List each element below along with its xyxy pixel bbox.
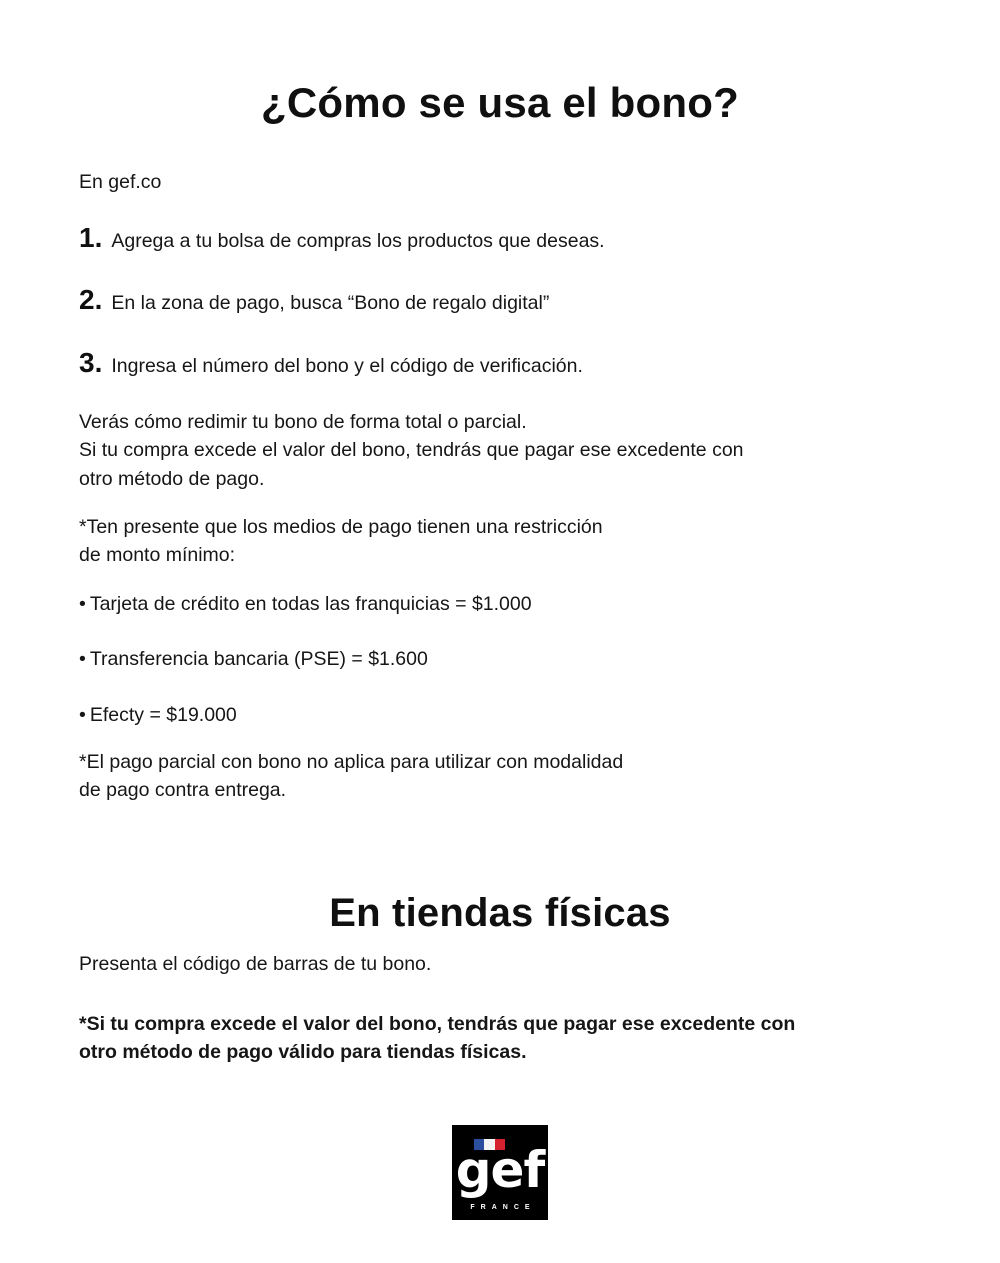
- step-text: Ingresa el número del bono y el código de verificación.: [111, 354, 583, 377]
- list-item: [79, 592, 879, 617]
- payment-minimum-amount: $1.000: [471, 593, 532, 615]
- redeem-note-line-3: otro método de pago.: [79, 467, 265, 490]
- equals-separator: =: [351, 648, 363, 671]
- list-item: [79, 647, 879, 672]
- restriction-note-line-2: de monto mínimo:: [79, 544, 236, 567]
- redeem-note-line-1: Verás cómo redimir tu bono de forma total o parcial.: [79, 411, 527, 433]
- equals-separator: =: [455, 593, 467, 615]
- step-item: [79, 286, 939, 315]
- partial-payment-note-line-2: de pago contra entrega.: [79, 779, 287, 802]
- list-item: [79, 703, 879, 728]
- redeem-note: [79, 408, 919, 493]
- payment-method-label: Tarjeta de crédito en todas las franquicias: [89, 593, 450, 615]
- step-item: [79, 346, 939, 378]
- section-title-physical-stores: En tiendas físicas: [329, 891, 671, 936]
- gef-logo: [452, 1125, 548, 1220]
- store-excess-note: [79, 1010, 919, 1067]
- online-channel-label: En gef.co: [79, 171, 162, 193]
- logo-country-label: FRANCE: [470, 1204, 536, 1211]
- barcode-note: Presenta el código de barras de tu bono.: [79, 953, 432, 975]
- logo-wordmark: gef: [455, 1141, 545, 1199]
- restriction-note: [79, 513, 779, 570]
- payment-minimum-amount: $1.600: [368, 648, 428, 671]
- step-text: Agrega a tu bolsa de compras los productos que deseas.: [111, 230, 605, 252]
- step-item: [79, 224, 939, 253]
- bullet-icon: •: [79, 703, 86, 726]
- steps-list: [79, 224, 939, 378]
- equals-separator: =: [149, 703, 161, 726]
- step-text: En la zona de pago, busca “Bono de regalo digital”: [111, 292, 550, 315]
- bullet-icon: •: [79, 593, 86, 615]
- store-excess-note-line-2: otro método de pago válido para tiendas físicas.: [79, 1041, 527, 1064]
- payment-minimum-amount: $19.000: [166, 703, 237, 726]
- step-number: 3.: [79, 346, 103, 378]
- payment-method-label: Efecty: [89, 703, 145, 726]
- partial-payment-note-line-1: *El pago parcial con bono no aplica para utilizar con modalidad: [79, 751, 624, 773]
- step-number: 2.: [79, 284, 103, 316]
- partial-payment-note: [79, 748, 839, 805]
- payment-method-label: Transferencia bancaria (PSE): [89, 648, 346, 671]
- step-number: 1.: [79, 222, 103, 253]
- payment-minimums-list: [79, 592, 879, 728]
- page-title: ¿Cómo se usa el bono?: [261, 79, 739, 127]
- bullet-icon: •: [79, 648, 86, 671]
- restriction-note-line-1: *Ten presente que los medios de pago tienen una restricción: [79, 516, 603, 538]
- store-excess-note-line-1: *Si tu compra excede el valor del bono, tendrás que pagar ese excedente con: [79, 1013, 796, 1035]
- redeem-note-line-2: Si tu compra excede el valor del bono, tendrás que pagar ese excedente con: [79, 439, 744, 462]
